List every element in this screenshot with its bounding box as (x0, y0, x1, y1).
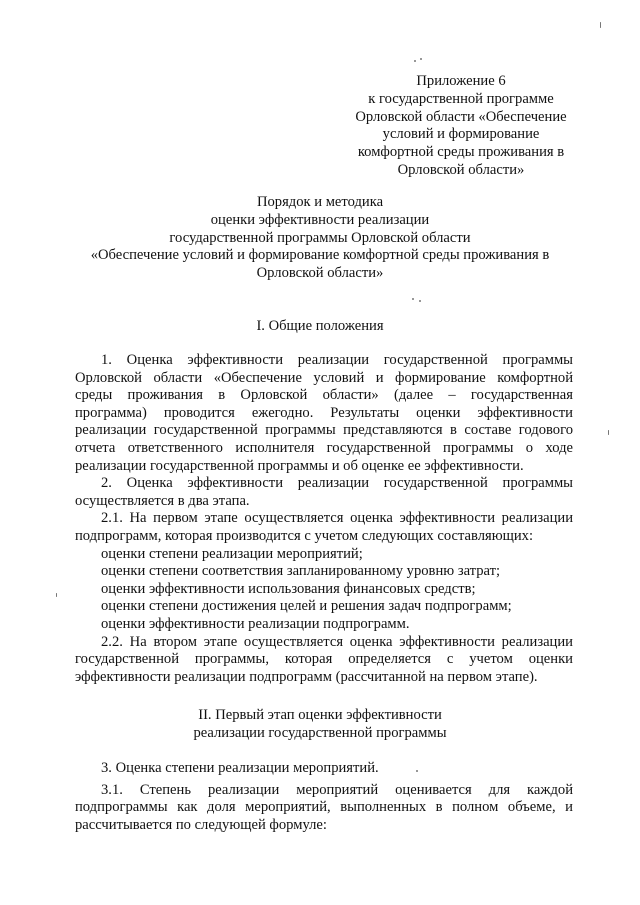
scan-speck (608, 430, 609, 435)
section-2-body (75, 760, 573, 834)
paragraph-3-1-line: рассчитывается по следующей формуле: (75, 816, 327, 833)
list-item: оценки степени соответствия запланированному уровню затрат; (101, 563, 501, 580)
scan-speck (414, 60, 416, 62)
scan-speck (56, 593, 57, 597)
paragraph-2-line: осуществляется в два этапа. (75, 492, 250, 509)
section-1-body (75, 352, 573, 686)
scan-speck (416, 770, 418, 772)
appendix-block (330, 73, 592, 180)
title-line: государственной программы Орловской области (169, 229, 471, 246)
appendix-line: к государственной программе (368, 90, 554, 107)
appendix-line: Орловской области» (397, 161, 525, 178)
list-item: оценки степени реализации мероприятий; (101, 545, 363, 562)
section-2-heading-line: реализации государственной программы (193, 724, 447, 741)
paragraph-1-line: среды проживания в Орловской области» (далее – государственная (75, 387, 573, 404)
paragraph-3: 3. Оценка степени реализации мероприятий. (101, 760, 379, 776)
section-2-heading (60, 707, 580, 742)
title-line: Орловской области» (256, 265, 384, 282)
scan-speck (420, 58, 422, 60)
title-line: Порядок и методика (256, 194, 384, 210)
paragraph-2-2-line: 2.2. На втором этапе осуществляется оценка эффективности реализации (101, 633, 573, 650)
paragraph-1-line: реализации государственной программы и об оценке ее эффективности. (75, 457, 524, 474)
appendix-line: Орловской области «Обеспечение (355, 108, 567, 125)
list-item: оценки эффективности реализации подпрограмм. (101, 615, 410, 632)
scan-speck (419, 300, 421, 302)
section-2-heading-line: II. Первый этап оценки эффективности (198, 707, 442, 723)
appendix-line: Приложение 6 (416, 73, 506, 89)
paragraph-3-1-line: подпрограммы как доля мероприятий, выполненных в полном объеме, и (75, 799, 573, 816)
document-title (60, 194, 580, 283)
paragraph-1-line: Орловской области «Обеспечение условий и формирование комфортной (75, 369, 573, 386)
paragraph-2-line: 2. Оценка эффективности реализации государственной программы (101, 475, 573, 492)
section-1-heading: I. Общие положения (256, 318, 384, 334)
paragraph-3-1-line: 3.1. Степень реализации мероприятий оценивается для каждой (101, 781, 573, 798)
paragraph-2-2-line: эффективности реализации подпрограмм (рассчитанной на первом этапе). (75, 668, 538, 685)
paragraph-1-line: отчета ответственного исполнителя государственной программы о ходе (75, 439, 573, 456)
paragraph-2-2-line: государственной программы, которая определяется с учетом оценки (75, 651, 573, 668)
paragraph-2-1-line: подпрограмм, которая производится с учетом следующих составляющих: (75, 527, 534, 544)
title-line: оценки эффективности реализации (210, 211, 430, 228)
scan-speck (412, 298, 414, 300)
title-line: «Обеспечение условий и формирование комфортной среды проживания в (90, 247, 550, 264)
list-item: оценки эффективности использования финансовых средств; (101, 580, 476, 597)
paragraph-1-line: программа) проводится ежегодно. Результаты оценки эффективности (75, 404, 573, 421)
list-item: оценки степени достижения целей и решения задач подпрограмм; (101, 598, 512, 615)
scan-speck (600, 22, 601, 28)
appendix-line: условий и формирование (382, 126, 540, 143)
appendix-line: комфортной среды проживания в (357, 144, 565, 161)
paragraph-1-line: 1. Оценка эффективности реализации государственной программы (101, 352, 573, 368)
paragraph-1-line: реализации государственной программы представляются в составе годового (75, 422, 573, 439)
paragraph-2-1-line: 2.1. На первом этапе осуществляется оценка эффективности реализации (101, 510, 573, 527)
